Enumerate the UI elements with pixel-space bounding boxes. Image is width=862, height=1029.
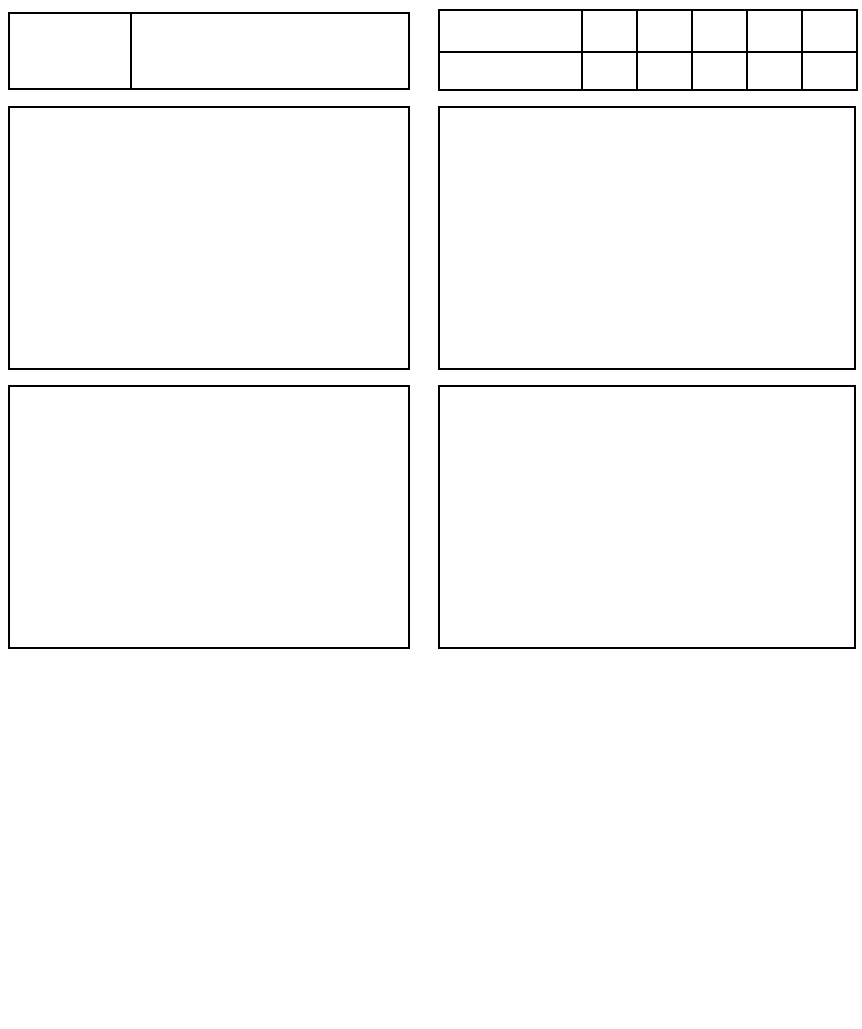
cutoff-value — [802, 52, 857, 90]
cutoff-value — [582, 52, 637, 90]
residual-capacity-chart-box — [438, 106, 856, 370]
charging-use-cell — [9, 13, 131, 89]
charts-row-1 — [8, 103, 854, 370]
cutoff-value — [692, 52, 747, 90]
capacity-temp-section — [438, 382, 856, 649]
residual-capacity-section — [438, 103, 856, 370]
capacity-temp-chart-box — [438, 385, 856, 649]
charging-method-section — [8, 6, 410, 90]
cutoff-voltage-section — [438, 6, 856, 91]
capacity-temp-chart — [445, 392, 849, 642]
discharge-chart — [8, 671, 854, 963]
charts-row-2 — [8, 382, 854, 649]
residual-capacity-chart — [445, 113, 849, 363]
float-life-chart-box — [8, 106, 410, 370]
col-header — [802, 10, 857, 52]
charge-characteristics-chart-box — [8, 385, 410, 649]
discharge-section — [8, 663, 854, 968]
cutoff-row-header — [439, 52, 582, 90]
float-life-chart — [15, 113, 403, 363]
discharge-current-header — [439, 10, 582, 52]
cutoff-voltage-table — [438, 9, 858, 91]
charge-characteristics-chart — [15, 392, 403, 642]
charging-method-table — [8, 12, 410, 90]
tables-row — [8, 6, 854, 91]
cutoff-value — [747, 52, 802, 90]
charging-spec-cell — [131, 13, 409, 89]
col-header — [692, 10, 747, 52]
cutoff-value — [637, 52, 692, 90]
col-header — [637, 10, 692, 52]
table-row — [439, 52, 857, 90]
charge-characteristics-section — [8, 382, 410, 649]
table-row — [439, 10, 857, 52]
col-header — [582, 10, 637, 52]
float-life-section — [8, 103, 410, 370]
col-header — [747, 10, 802, 52]
